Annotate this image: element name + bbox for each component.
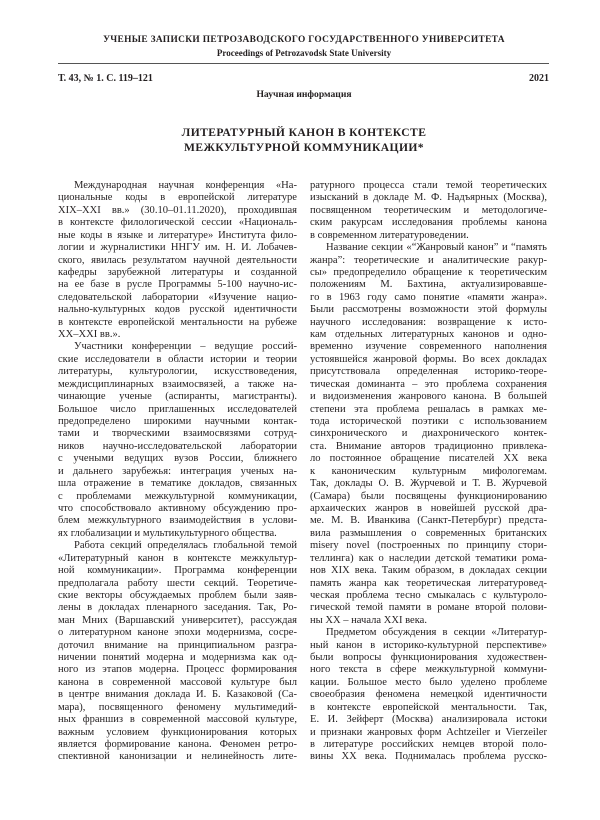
text-line: положениям М. Бахтина, актуализировавше- bbox=[310, 279, 547, 291]
text-line: с учеными ведущих вузов России, ближнего bbox=[58, 453, 297, 465]
text-line: что способствовало активному обсуждению про- bbox=[58, 502, 297, 514]
issue-info: Т. 43, № 1. С. 119–121 bbox=[58, 73, 153, 84]
text-line: литературы, культурологии, искусствоведения, bbox=[58, 366, 297, 378]
text-line: с проблемами межкультурной коммуникации, bbox=[58, 490, 297, 502]
text-line: логии и журналистики ННГУ им. Н. И. Лобачев- bbox=[58, 242, 297, 254]
header-divider bbox=[58, 63, 549, 64]
text-line: ный канон в историко-культурной перспективе» bbox=[310, 639, 547, 651]
text-line: временно изучение современного наполнения bbox=[310, 341, 547, 353]
text-line: ных франшиз в современной массовой культуре, bbox=[58, 714, 297, 726]
text-line: кации. Большое место было уделено проблеме bbox=[310, 676, 547, 688]
text-line: гической темой памяти в романе второй полови- bbox=[310, 602, 547, 614]
text-line: ман Мних (Варшавский университет), рассуждая bbox=[58, 614, 297, 626]
text-line: в современном литературоведении. bbox=[310, 229, 469, 241]
text-line: предполагала работу шести секций. Теоретиче- bbox=[58, 577, 297, 589]
text-line: ного текста в сфере межкультурной коммуни- bbox=[310, 664, 547, 676]
text-line: вины XX века. Поднималась проблема русско- bbox=[310, 751, 547, 763]
text-line: посвященном теоретическим и методологиче- bbox=[310, 204, 547, 216]
text-line: шла отражение в тематике докладов, связанных bbox=[58, 478, 297, 490]
text-line: ским ракурсам исследования проблемы канона bbox=[310, 217, 547, 229]
text-line: междисциплинарных взаимосвязей, а также на- bbox=[58, 378, 297, 390]
text-line: ные коды в языке и литературе» Института фило- bbox=[58, 229, 297, 241]
text-line: чинающие ученые (аспиранты, магистранты). bbox=[58, 391, 297, 403]
text-line: следовательской лаборатории «Изучение нацио- bbox=[58, 291, 297, 303]
text-line: ме. М. В. Иванкива (Санкт-Петербург) предста- bbox=[310, 515, 547, 527]
text-line: ские векторы обсуждаемых проблем были заяв- bbox=[58, 589, 297, 601]
text-line: «Литературный канон в контексте межкультур- bbox=[58, 552, 297, 564]
text-line: ной коммуникации». Программа конференции bbox=[58, 565, 297, 577]
text-line: Большое число приглашенных исследователей bbox=[58, 403, 297, 415]
text-line: misery novel (построенных по принципу стори- bbox=[310, 540, 547, 552]
text-line: и видоизменения жанрового канона. В большей bbox=[310, 391, 547, 403]
text-line: XIX–XXI вв.» (30.10–01.11.2020), проходившая bbox=[58, 204, 297, 216]
text-line: сы» предопределило обращение к теоретическим bbox=[310, 266, 547, 278]
text-line: вила размышления о современных британских bbox=[310, 527, 547, 539]
text-line: го в 1963 году само понятие «памяти жанра». bbox=[310, 291, 547, 303]
text-line: тода исторической поэтики с использованием bbox=[310, 416, 547, 428]
text-line: и признаки жанровых форм Achtzeiler и Vierzeiler bbox=[310, 726, 547, 738]
text-line: на ее базе в русле Программы 5-100 научно-ис- bbox=[58, 279, 297, 291]
text-line: архаических жанров в новейшей русской дра- bbox=[310, 502, 547, 514]
text-line: блем межкультурного взаимодействия в услови- bbox=[58, 515, 297, 527]
text-line: XX–XXI вв.». bbox=[58, 329, 121, 341]
text-line: предопределено широкими научными контак- bbox=[58, 416, 297, 428]
text-line: ста. Внимание авторов традиционно привлека- bbox=[310, 440, 547, 452]
paragraph bbox=[58, 180, 297, 341]
issue-year: 2021 bbox=[529, 73, 549, 84]
text-line: к каноническим культурным мифологемам. bbox=[310, 465, 547, 477]
text-line: ского, явилась результатом научной деятельности bbox=[58, 254, 297, 266]
paragraph bbox=[58, 540, 297, 764]
journal-title: УЧЕНЫЕ ЗАПИСКИ ПЕТРОЗАВОДСКОГО ГОСУДАРСТВЕННОГО УНИВЕРСИТЕТА bbox=[103, 35, 505, 45]
text-line: жанра”: теоретические и аналитические ракур- bbox=[310, 254, 547, 266]
text-line: ников научно-исследовательской лаборатории bbox=[58, 440, 297, 452]
text-line: лены в докладах пленарного заседания. Так, Ро- bbox=[58, 602, 297, 614]
text-line: степени эта проблема решалась в рамках ме- bbox=[310, 403, 547, 415]
text-line: о литературном каноне эпохи модернизма, сосре- bbox=[58, 627, 297, 639]
text-line: (Самара) были посвящены функционированию bbox=[310, 490, 547, 502]
text-line: Международная научная конференция «На- bbox=[74, 180, 297, 191]
text-line: память жанра как теоретическая литературовед- bbox=[310, 577, 547, 589]
text-line: важным условием функционирования которых bbox=[58, 726, 297, 738]
text-line: доточил внимание на принципиальном разгра- bbox=[58, 639, 297, 651]
text-line: изысканий в докладе М. Ф. Надъярных (Москва), bbox=[310, 192, 547, 204]
text-line: циональные коды в европейской литературе bbox=[58, 192, 297, 204]
paragraph bbox=[58, 341, 297, 540]
text-line: своеобразия феномена немецкой идентичности bbox=[310, 689, 547, 701]
text-line: присутствовала определенная историко-теоре- bbox=[310, 366, 547, 378]
text-line: научного исследования: возвращение к исто- bbox=[310, 316, 547, 328]
text-line: Работа секций определялась глобальной темой bbox=[74, 540, 297, 552]
text-line: мара), посвященного феномену мультимедий- bbox=[58, 701, 297, 713]
article-title-line: МЕЖКУЛЬТУРНОЙ КОММУНИКАЦИИ* bbox=[184, 141, 424, 154]
text-line: устоявшейся жанровой формы. Во всех докладах bbox=[310, 353, 547, 365]
section-name: Научная информация bbox=[256, 89, 352, 100]
text-line: ческая проблема тесно смыкалась с культуроло- bbox=[310, 589, 547, 601]
text-line: в контексте филологической сессии «Националь- bbox=[58, 217, 297, 229]
text-line: тическая доминанта – это проблема сохранения bbox=[310, 378, 547, 390]
text-line: Так, доклады О. В. Журчевой и Т. В. Журчевой bbox=[310, 478, 547, 490]
text-line: канона в современной массовой культуре был bbox=[58, 676, 297, 688]
text-line: Название секции «“Жанровый канон” и “память bbox=[326, 242, 547, 254]
text-line: ны XX – начала XXI века. bbox=[310, 614, 427, 626]
text-line: ратурного процесса стали темой теоретических bbox=[310, 180, 547, 191]
text-line: в контексте европейской ментальности. Так, bbox=[310, 701, 547, 713]
text-line: Предметом обсуждения в секции «Литератур- bbox=[326, 627, 547, 639]
text-line: и дальнего зарубежья: интеграция ученых на- bbox=[58, 465, 297, 477]
text-line: в литературе российских немцев второй поло- bbox=[310, 738, 547, 750]
paragraph bbox=[310, 627, 547, 764]
journal-title-english: Proceedings of Petrozavodsk State University bbox=[216, 48, 392, 58]
text-line: является формирование канона. Феномен ретро- bbox=[58, 738, 297, 750]
text-line: в контексте европейской ментальности на рубеже bbox=[58, 316, 297, 328]
text-column-right bbox=[310, 180, 547, 764]
text-line: ного из этапов модерна. Процесс формирования bbox=[58, 664, 297, 676]
text-line: ях глобализации и мультикультурного общества. bbox=[58, 527, 277, 539]
text-line: ничении понятий модерна и модернизма как од- bbox=[58, 652, 297, 664]
text-line: в центре внимания доклада И. Б. Казаковой (Са- bbox=[58, 689, 297, 701]
text-line: ло постоянное обращение писателей XX века bbox=[310, 453, 547, 465]
text-line: нально-культурных кодов русской идентичности bbox=[58, 304, 297, 316]
text-line: ские исследователи в области истории и теории bbox=[58, 353, 297, 365]
text-line: были вопросы функционирования художествен- bbox=[310, 652, 547, 664]
paragraph bbox=[310, 242, 547, 627]
article-title-line: ЛИТЕРАТУРНЫЙ КАНОН В КОНТЕКСТЕ bbox=[181, 126, 427, 139]
article-title bbox=[0, 125, 600, 155]
text-line: нов XIX века. Таким образом, в докладах секции bbox=[310, 565, 547, 577]
text-line: кафедры зарубежной литературы и созданной bbox=[58, 266, 297, 278]
text-line: кам отдельных литературных канонов и одно- bbox=[310, 329, 547, 341]
text-line: синхронического и диахронического контек- bbox=[310, 428, 547, 440]
text-column-left bbox=[58, 180, 297, 764]
text-line: Е. И. Зейферт (Москва) анализировала истоки bbox=[310, 714, 547, 726]
text-line: теллинга) как о наследии детской тематики рома- bbox=[310, 552, 547, 564]
text-line: спективной канонизации и нелинейность лите- bbox=[58, 751, 297, 763]
text-line: Были рассмотрены возможности этой формулы bbox=[310, 304, 547, 316]
paragraph bbox=[310, 180, 547, 242]
text-line: тами и творческими взаимосвязями сотруд- bbox=[58, 428, 297, 440]
text-line: Участники конференции – ведущие россий- bbox=[74, 341, 297, 353]
